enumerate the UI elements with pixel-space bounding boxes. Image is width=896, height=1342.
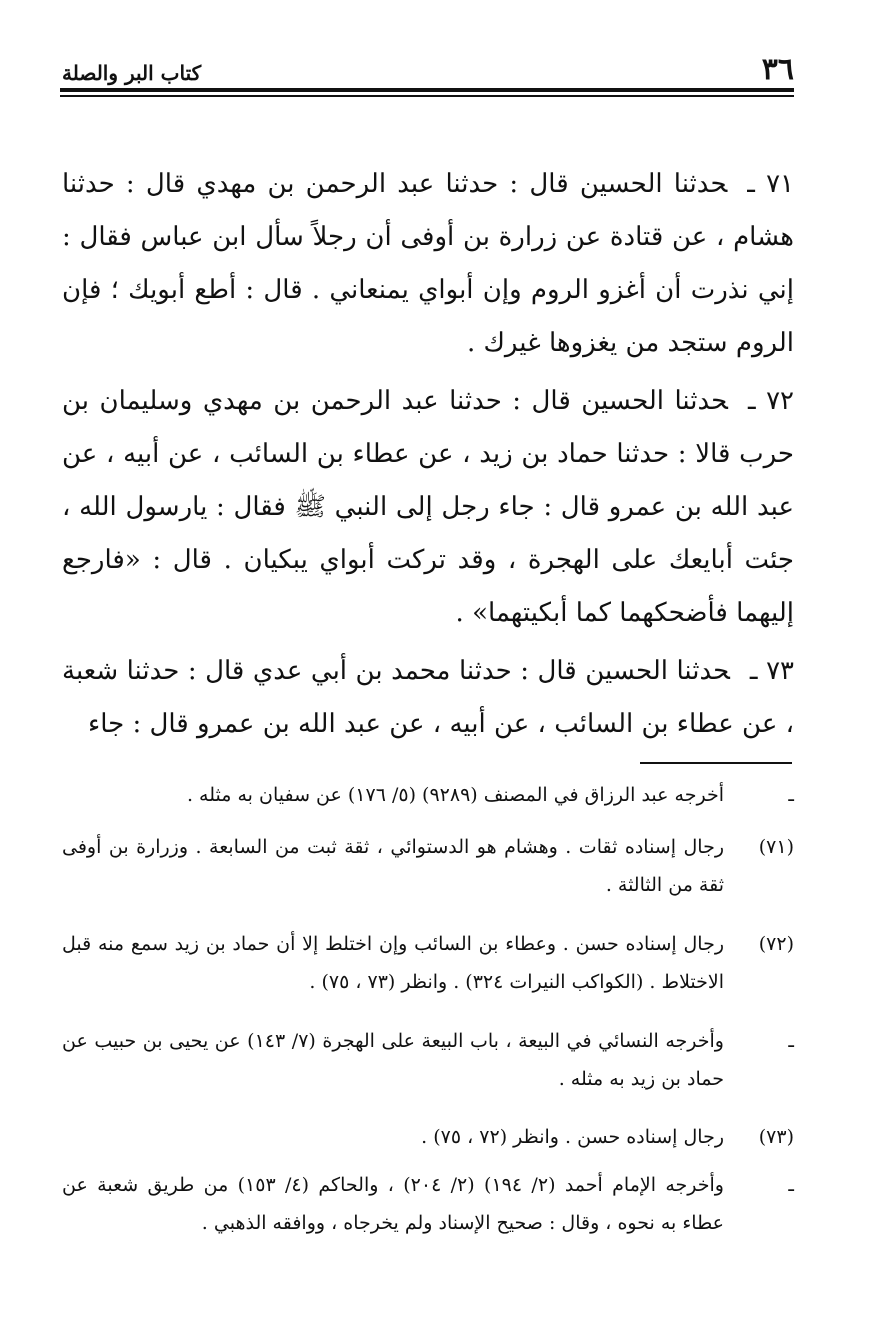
hadith-text: حدثنا الحسين قال : حدثنا عبد الرحمن بن مهدي قال : حدثنا هشام ، عن قتادة عن زرارة بن أوفى أن رجلاً سأل ابن عباس فقال : إني نذرت أن أغزو الروم وإن أبواي يمنعاني . قال : أطع أبويك ؛ فإن الروم ستجد من يغزوها غيرك . bbox=[62, 169, 794, 358]
page-header bbox=[62, 52, 794, 86]
hadith-number: ٧٣ ـ bbox=[749, 656, 794, 686]
footnote-marker: ـ bbox=[788, 1174, 794, 1196]
header-rule-thin bbox=[60, 95, 794, 97]
hadith-number: ٧٢ ـ bbox=[747, 386, 794, 416]
footnote-text: رجال إسناده حسن . وعطاء بن السائب وإن اختلط إلا أن حماد بن زيد سمع منه قبل الاختلاط . (الكواكب النيرات ٣٢٤) . وانظر (٧٣ ، ٧٥) . bbox=[62, 933, 724, 993]
footnote bbox=[62, 1166, 794, 1242]
hadith-72 bbox=[62, 375, 794, 640]
footnote-text: وأخرجه النسائي في البيعة ، باب البيعة على الهجرة (٧/ ١٤٣) عن يحيى بن حبيب عن حماد بن زيد به مثله . bbox=[62, 1030, 724, 1090]
hadith-73 bbox=[62, 645, 794, 751]
page-number: ٣٦ bbox=[761, 52, 794, 87]
book-title: كتاب البر والصلة bbox=[62, 61, 202, 85]
footnote-text: أخرجه عبد الرزاق في المصنف (٩٢٨٩) (٥/ ١٧٦) عن سفيان به مثله . bbox=[186, 784, 724, 806]
header-rule-thick bbox=[60, 88, 794, 92]
footnote-marker: ـ bbox=[788, 784, 794, 806]
hadith-71 bbox=[62, 158, 794, 370]
footnote-marker: (٧٢) bbox=[758, 933, 794, 955]
footnote-text: رجال إسناده حسن . وانظر (٧٢ ، ٧٥) . bbox=[421, 1126, 724, 1148]
footnote-marker: (٧١) bbox=[758, 836, 794, 858]
footnote bbox=[62, 925, 794, 1001]
footnote-marker: ـ bbox=[788, 1030, 794, 1052]
hadith-number: ٧١ ـ bbox=[747, 169, 794, 199]
footnote-text: رجال إسناده ثقات . وهشام هو الدستوائي ، ثقة ثبت من السابعة . وزرارة بن أوفى ثقة من الثالثة . bbox=[62, 836, 724, 896]
footnote bbox=[62, 828, 794, 904]
footnote bbox=[62, 1022, 794, 1098]
footnote bbox=[62, 1118, 794, 1156]
footnote-separator bbox=[640, 762, 792, 764]
hadith-text: حدثنا الحسين قال : حدثنا عبد الرحمن بن مهدي وسليمان بن حرب قالا : حدثنا حماد بن زيد ، عن عطاء بن السائب ، عن أبيه ، عن عبد الله بن عمرو قال : جاء رجل إلى النبي ﷺ فقال : يارسول الله ، جئت أبايعك على الهجرة ، وقد تركت أبواي يبكيان . قال : «فارجع إليهما فأضحكهما كما أبكيتهما» . bbox=[62, 386, 794, 628]
footnote bbox=[62, 776, 794, 814]
footnote-marker: (٧٣) bbox=[758, 1126, 794, 1148]
hadith-text: حدثنا الحسين قال : حدثنا محمد بن أبي عدي قال : حدثنا شعبة ، عن عطاء بن السائب ، عن أبيه ، عن عبد الله بن عمرو قال : جاء bbox=[62, 656, 794, 739]
footnote-text: وأخرجه الإمام أحمد (٢/ ١٩٤) (٢/ ٢٠٤) ، والحاكم (٤/ ١٥٣) من طريق شعبة عن عطاء به نحوه ، وقال : صحيح الإسناد ولم يخرجاه ، ووافقه الذهبي . bbox=[62, 1174, 724, 1234]
